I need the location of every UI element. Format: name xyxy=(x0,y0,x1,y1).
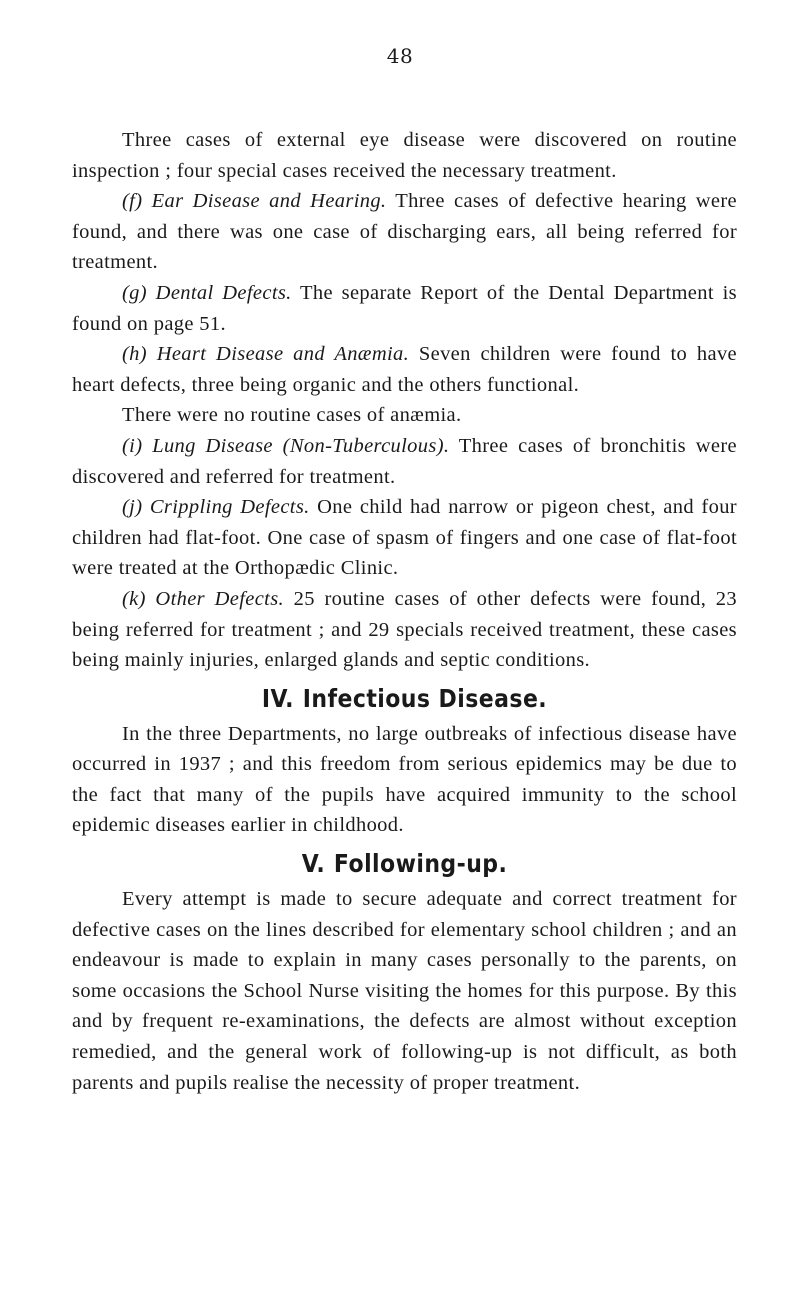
paragraph-infectious-disease: In the three Departments, no large outbreaks of infectious disease have occurred in 1937 ; and this freedom from serious epidemics may be due to the fact that many of the pupils have acquired immunity to the school epidemic diseases earlier in childhood. xyxy=(72,722,737,837)
body-text xyxy=(72,125,737,1098)
heading-following-up: V. Following-up. xyxy=(301,849,508,879)
paragraph-ear-disease: (f) Ear Disease and Hearing. Three cases of defective hearing were found, and there was one case of discharging ears, all being referred for treatment. xyxy=(72,190,737,274)
section-label: (j) Crippling Defects. xyxy=(122,496,310,519)
paragraph-other-defects: (k) Other Defects. 25 routine cases of other defects were found, 23 being referred for treatment ; and 29 specials received treatment, these cases being mainly injuries, enlarged glands and septic conditions. xyxy=(72,587,737,672)
paragraph-heart-disease: (h) Heart Disease and Anæmia. Seven children were found to have heart defects, three being organic and the others functional. xyxy=(72,343,738,396)
paragraph-anaemia: There were no routine cases of anæmia. xyxy=(122,404,462,427)
page-number: 48 xyxy=(386,44,414,68)
section-label: (g) Dental Defects. xyxy=(122,281,292,304)
paragraph-dental-defects: (g) Dental Defects. The separate Report of the Dental Department is found on page 51. xyxy=(72,281,737,335)
paragraph-eye-disease: Three cases of external eye disease were discovered on routine inspection ; four special cases received the necessary treatment. xyxy=(72,129,737,182)
paragraph-following-up: Every attempt is made to secure adequate and correct treatment for defective cases on the lines described for elementary school children ; and an endeavour is made to explain in many cases personally to the parents, on some occasions the School Nurse visiting the homes for this purpose. By this and by frequent re-examinations, the defects are almost without exception remedied, and the general work of following-up is not difficult, as both parents and pupils realise the necessity of proper treatment. xyxy=(72,888,737,1094)
section-label: (f) Ear Disease and Hearing. xyxy=(122,190,387,213)
section-label: (k) Other Defects. xyxy=(122,587,285,610)
section-label: (h) Heart Disease and Anæmia. xyxy=(122,343,410,366)
paragraph-crippling-defects: (j) Crippling Defects. One child had narrow or pigeon chest, and four children had flat-foot. One case of spasm of fingers and one case of flat-foot were treated at the Orthopædic Clinic. xyxy=(72,496,737,580)
section-label: (i) Lung Disease (Non-Tuberculous). xyxy=(122,434,450,457)
heading-infectious-disease: IV. Infectious Disease. xyxy=(261,683,548,713)
paragraph-lung-disease: (i) Lung Disease (Non-Tuberculous). Three cases of bronchitis were discovered and referred for treatment. xyxy=(72,434,737,488)
